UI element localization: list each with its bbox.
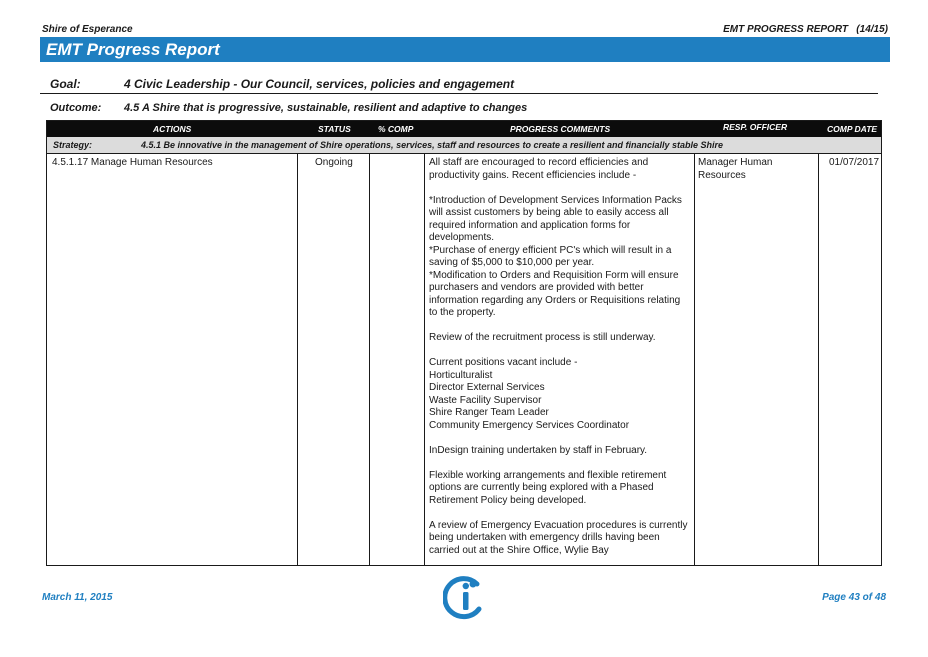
col-actions: ACTIONS: [153, 124, 192, 134]
column-divider: [818, 153, 819, 565]
table-header: [47, 121, 881, 137]
action-cell: 4.5.1.17 Manage Human Resources: [52, 157, 213, 168]
col-officer: RESP. OFFICER: [723, 122, 788, 132]
comment-paragraph: A review of Emergency Evacuation procedures is currently being undertaken with emergency drills having been carried out at the Shire Office, Wylie Bay: [429, 519, 688, 556]
col-comp-date: COMP DATE: [827, 124, 878, 134]
comment-paragraph: *Introduction of Development Services Information Packs will assist customers by being able to easily access all required information and application forms for developments. *Purchase of energy efficient PC's which will result in a saving of $5,000 to $10,000 per year. *Modification to Orders and Requisition Form will ensure purchasers and vendors are provided with better information regarding any Orders or Requisitions relating to the property.: [429, 194, 682, 318]
shire-logo-icon: [443, 575, 489, 621]
strategy-text: 4.5.1 Be innovative in the management of Shire operations, services, staff and resources to create a resilient and financially stable Shire: [141, 140, 724, 150]
outcome-label: Outcome:: [50, 102, 102, 114]
officer-cell: Manager Human Resources: [698, 157, 773, 181]
strategy-row: [47, 137, 881, 154]
column-divider: [694, 153, 695, 565]
title-banner: [40, 37, 890, 62]
col-comp-pct: % COMP: [378, 124, 414, 134]
comment-paragraph: Review of the recruitment process is still underway.: [429, 332, 656, 343]
comment-paragraph: Flexible working arrangements and flexible retirement options are currently being explored with a Phased Retirement Policy being developed.: [429, 469, 667, 506]
goal-divider: [40, 93, 878, 94]
banner-title: EMT Progress Report: [46, 40, 220, 59]
footer-date: March 11, 2015: [42, 592, 113, 603]
comment-paragraph: Current positions vacant include - Horticulturalist Director External Services Waste Facility Supervisor Shire Ranger Team Leader Community Emergency Services Coordinator: [429, 357, 630, 431]
status-cell: Ongoing: [315, 157, 353, 168]
strategy-label: Strategy:: [53, 140, 93, 150]
comment-paragraph: InDesign training undertaken by staff in February.: [429, 444, 648, 456]
comment-paragraph: All staff are encouraged to record efficiencies and productivity gains. Recent efficiencies include -: [429, 157, 649, 181]
outcome-text: 4.5 A Shire that is progressive, sustainable, resilient and adaptive to changes: [124, 102, 528, 114]
goal-text: 4 Civic Leadership - Our Council, services, policies and engagement: [124, 77, 515, 91]
column-divider: [297, 153, 298, 565]
progress-table: [46, 120, 882, 566]
col-status: STATUS: [318, 124, 351, 134]
goal-label: Goal:: [50, 77, 81, 91]
column-divider: [424, 153, 425, 565]
report-title: EMT PROGRESS REPORT (14/15): [723, 24, 888, 35]
progress-comments-cell: [429, 157, 691, 570]
column-divider: [369, 153, 370, 565]
footer-page-number: Page 43 of 48: [822, 592, 886, 603]
org-name: Shire of Esperance: [42, 24, 133, 35]
col-comments: PROGRESS COMMENTS: [510, 124, 611, 134]
comp-date-cell: 01/07/2017: [829, 157, 880, 168]
